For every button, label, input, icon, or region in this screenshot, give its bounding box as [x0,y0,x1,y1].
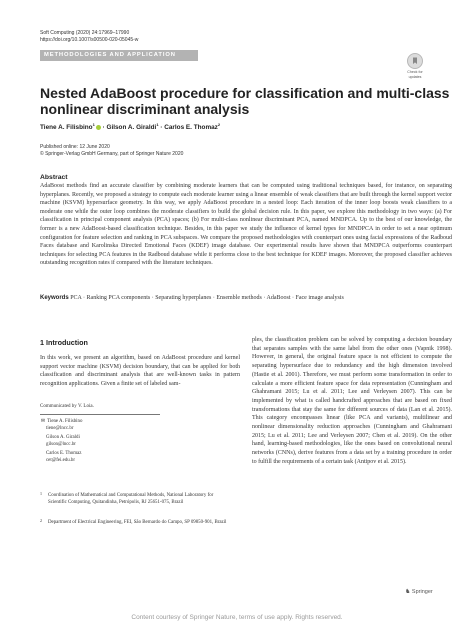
badge-label-line1: Check for [407,70,423,74]
author-name: Gilson A. Giraldi [106,124,157,132]
affiliation-text: Coordination of Mathematical and Computational Methods, National Laboratory for Scientific Computing, Quitandinha, Petrópolis, RJ 25651-075, Brazil [48,493,214,505]
intro-left-paragraph: In this work, we present an algorithm, based on AdaBoost procedure and kernel support vector machine (KSVM) decision boundary, that can be applied for both classification and discriminant analysis that are well-known tasks in pattern recognition applications. Given a finite set of labeled sam- [40,355,240,387]
publication-info [40,144,183,159]
paper-title: Nested AdaBoost procedure for classification and multi-class nonlinear discriminant analysis [40,85,450,117]
published-date: Published online: 12 June 2020 [40,144,110,150]
section-heading-introduction: 1 Introduction [40,338,88,347]
copyright-line: © Springer-Verlag GmbH Germany, part of Springer Nature 2020 [40,151,184,158]
affiliation-text: Department of Electrical Engineering, FEI, São Bernardo do Campo, SP 09850-901, Brazil [48,520,227,525]
author-separator: · [158,124,165,132]
envelope-icon: ✉ [40,419,46,424]
contact-name: Tiene A. Filisbino [47,419,83,424]
springer-logo-text: Springer [411,589,433,595]
author-affil-sup: 1 [92,122,95,127]
springer-logo [405,588,433,595]
keywords-label: Keywords [40,295,69,301]
journal-citation: Soft Computing (2020) 24:17969–17990 [40,30,130,36]
contact-email[interactable]: gilson@lncc.br [46,441,76,447]
contact-email[interactable]: cet@fei.edu.br [46,457,75,463]
section-banner: METHODOLOGIES AND APPLICATION [40,50,198,61]
keywords-list: PCA · Ranking PCA components · Separating hyperplanes · Ensemble methods · AdaBoost · Face image analysis [70,295,344,301]
author-affil-sup: 1 [156,122,159,127]
communicated-by: Communicated by V. Loia. [40,404,94,409]
courtesy-notice: Content courtesy of Springer Nature, terms of use apply. Rights reserved. [131,614,343,621]
author-contact [40,419,240,426]
author-name: Carlos E. Thomaz [164,124,218,132]
corresponding-authors [40,419,240,465]
affiliation-1 [40,493,230,506]
bookmark-icon [407,53,423,69]
author-separator: · [100,124,107,132]
intro-right-paragraph: ples, the classification problem can be solved by computing a decision boundary that separates samples with the same label from the other ones (Vapnik 1998). However, in general, the original feature space is not efficient to compute the separating hypersurface due to redundancy and the high dimension involved (Hastie et al. 2001). Therefore, we must perform some transformation in order to calculate a more efficient feature space for data representation (Cunningham and Ghahramani 2015; Lu et al. 2011; Lee and Verleysen 2007). This can be implemented by what is called handcrafted approaches that are based on fixed transformations that stay the same for different sources of data (Lan et al. 2015). This category encompasses linear (like PCA and variants), multilinear and nonlinear dimensionality reduction approaches (Cunningham and Ghahramani 2015; Lu et al. 2011; Lee and Verleysen 2007; Chen et al. 2019). On the other hand, learning-based methodologies, like the ones based on convolutional neural networks (CNNs), derive features from a data set by a training procedure in order to fulfill the requirements of a certain task (Antipov et al. 2015). [252,337,452,465]
doi-link[interactable]: https://doi.org/10.1007/s00500-020-05045-w [40,37,139,43]
abstract-heading: Abstract [40,174,68,181]
affiliation-2 [40,520,230,527]
author-list [40,122,220,131]
author-affil-sup: 2 [217,122,221,127]
affiliation-number: 1 [40,491,42,496]
affiliation-number: 2 [40,518,42,523]
contact-name: Carlos E. Thomaz [46,451,82,457]
springer-horse-icon: ♞ [405,589,411,595]
badge-label-line2: updates [408,74,422,79]
keywords [40,294,452,303]
author-name: Tiene A. Filisbino [40,124,93,132]
contact-name: Gilson A. Giraldi [46,435,80,441]
contact-email[interactable]: tiene@lncc.br [46,425,74,431]
divider [40,414,160,415]
abstract-body: AdaBoost methods find an accurate classifier by combining moderate learners that can be computed using traditional techniques based, for instance, on separating hyperplanes. Recently, we proposed a strategy to compute each moderate learner using a linear ensemble of weak classifiers that are built through the kernel support vector machine (KSVM) hypersurface geometry. In this way, we apply AdaBoost procedure in a nested loop: Each iteration of the inner loop boosts weak classifiers to a moderate one while the outer loop combines the moderate classifiers to build the global decision rule. In this paper, we explore this methodology in two ways: (a) For classification in principal component analysis (PCA) spaces; (b) For multi-class nonlinear discriminant PCA, named MNDPCA. Up to the best of our knowledge, the former is a new AdaBoost-based classification technique. Besides, in this paper we study the influence of kernel types for MNDPCA in order to set a near optimum configuration for feature selection and ranking in PCA subspaces. We compare the proposed methodologies with counterpart ones using facial expressions of the Radboud Faces database and Karolinska Directed Emotional Faces (KDEF) image database. Our experimental results have shown that MNDPCA outperforms counterpart techniques for selecting PCA features in the Radboud database while it performs close to the best technique for KDEF images. Moreover, the proposed classifier achieves outstanding recognition rates if compared with the literature techniques. [40,183,452,267]
check-for-updates-badge[interactable] [398,53,432,79]
